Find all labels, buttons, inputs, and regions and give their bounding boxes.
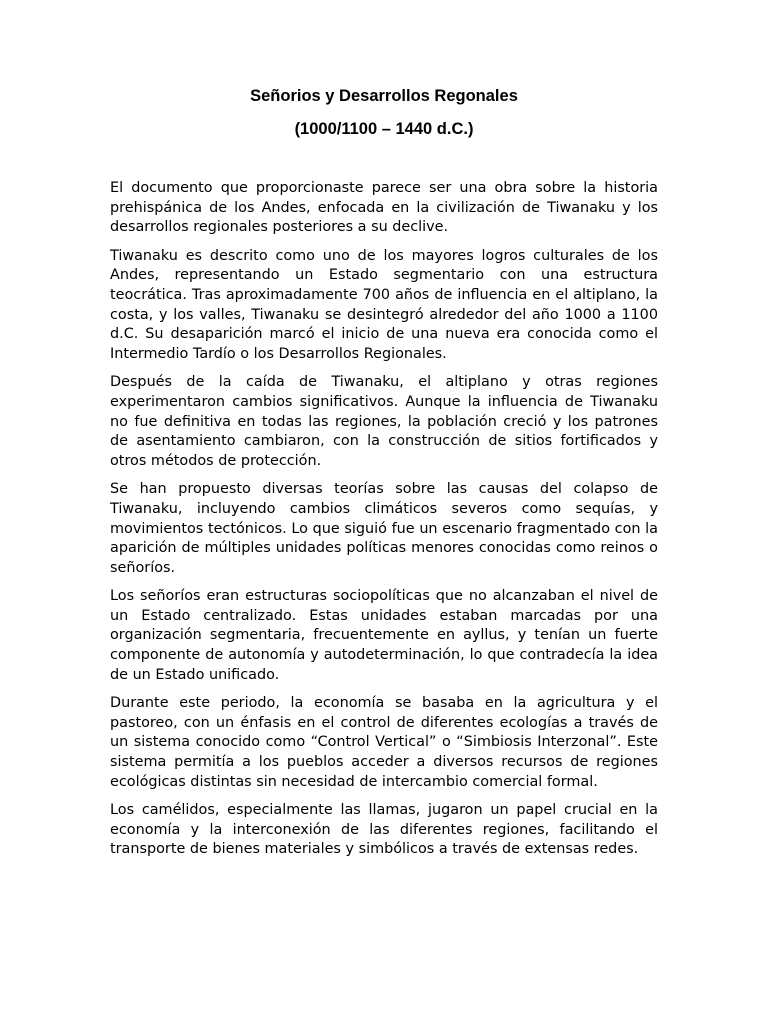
paragraph-1: El documento que proporcionaste parece ser una obra sobre la historia prehispánica de los Andes, enfocada en la civilización de Tiwanaku y los desarrollos regionales posteriores a su declive.	[110, 180, 658, 236]
paragraph-5: Los señoríos eran estructuras sociopolíticas que no alcanzaban el nivel de un Estado centralizado. Estas unidades estaban marcadas por una organización segmentaria, frecuentemente en ayllus, y tenían un fuerte componente de autonomía y autodeterminación, lo que contradecía la idea de un Estado unificado.	[110, 588, 658, 683]
paragraph-7: Los camélidos, especialmente las llamas, jugaron un papel crucial en la economía y la interconexión de las diferentes regiones, facilitando el transporte de bienes materiales y simbólicos a través de extensas redes.	[110, 802, 658, 858]
paragraph-6: Durante este periodo, la economía se basaba en la agricultura y el pastoreo, con un énfasis en el control de diferentes ecologías a través de un sistema conocido como “Control Vertical” o “Simbiosis Interzonal”. Este sistema permitía a los pueblos acceder a diversos recursos de regiones ecológicas distintas sin necesidad de intercambio comercial formal.	[110, 695, 658, 790]
document-title: Señorios y Desarrollos Regonales	[250, 87, 518, 105]
document-body	[110, 179, 658, 869]
paragraph-4: Se han propuesto diversas teorías sobre las causas del colapso de Tiwanaku, incluyendo cambios climáticos severos como sequías, y movimientos tectónicos. Lo que siguió fue un escenario fragmentado con la aparición de múltiples unidades políticas menores conocidas como reinos o señoríos.	[110, 481, 658, 576]
paragraph-2: Tiwanaku es descrito como uno de los mayores logros culturales de los Andes, representando un Estado segmentario con una estructura teocrática. Tras aproximadamente 700 años de influencia en el altiplano, la costa, y los valles, Tiwanaku se desintegró alrededor del año 1000 a 1100 d.C. Su desaparición marcó el inicio de una nueva era conocida como el Intermedio Tardío o los Desarrollos Regionales.	[110, 247, 658, 362]
paragraph-3: Después de la caída de Tiwanaku, el altiplano y otras regiones experimentaron cambios significativos. Aunque la influencia de Tiwanaku no fue definitiva en todas las regiones, la población creció y los patrones de asentamiento cambiaron, con la construcción de sitios fortificados y otros métodos de protección.	[110, 374, 658, 469]
document-subtitle: (1000/1100 – 1440 d.C.)	[294, 120, 474, 138]
